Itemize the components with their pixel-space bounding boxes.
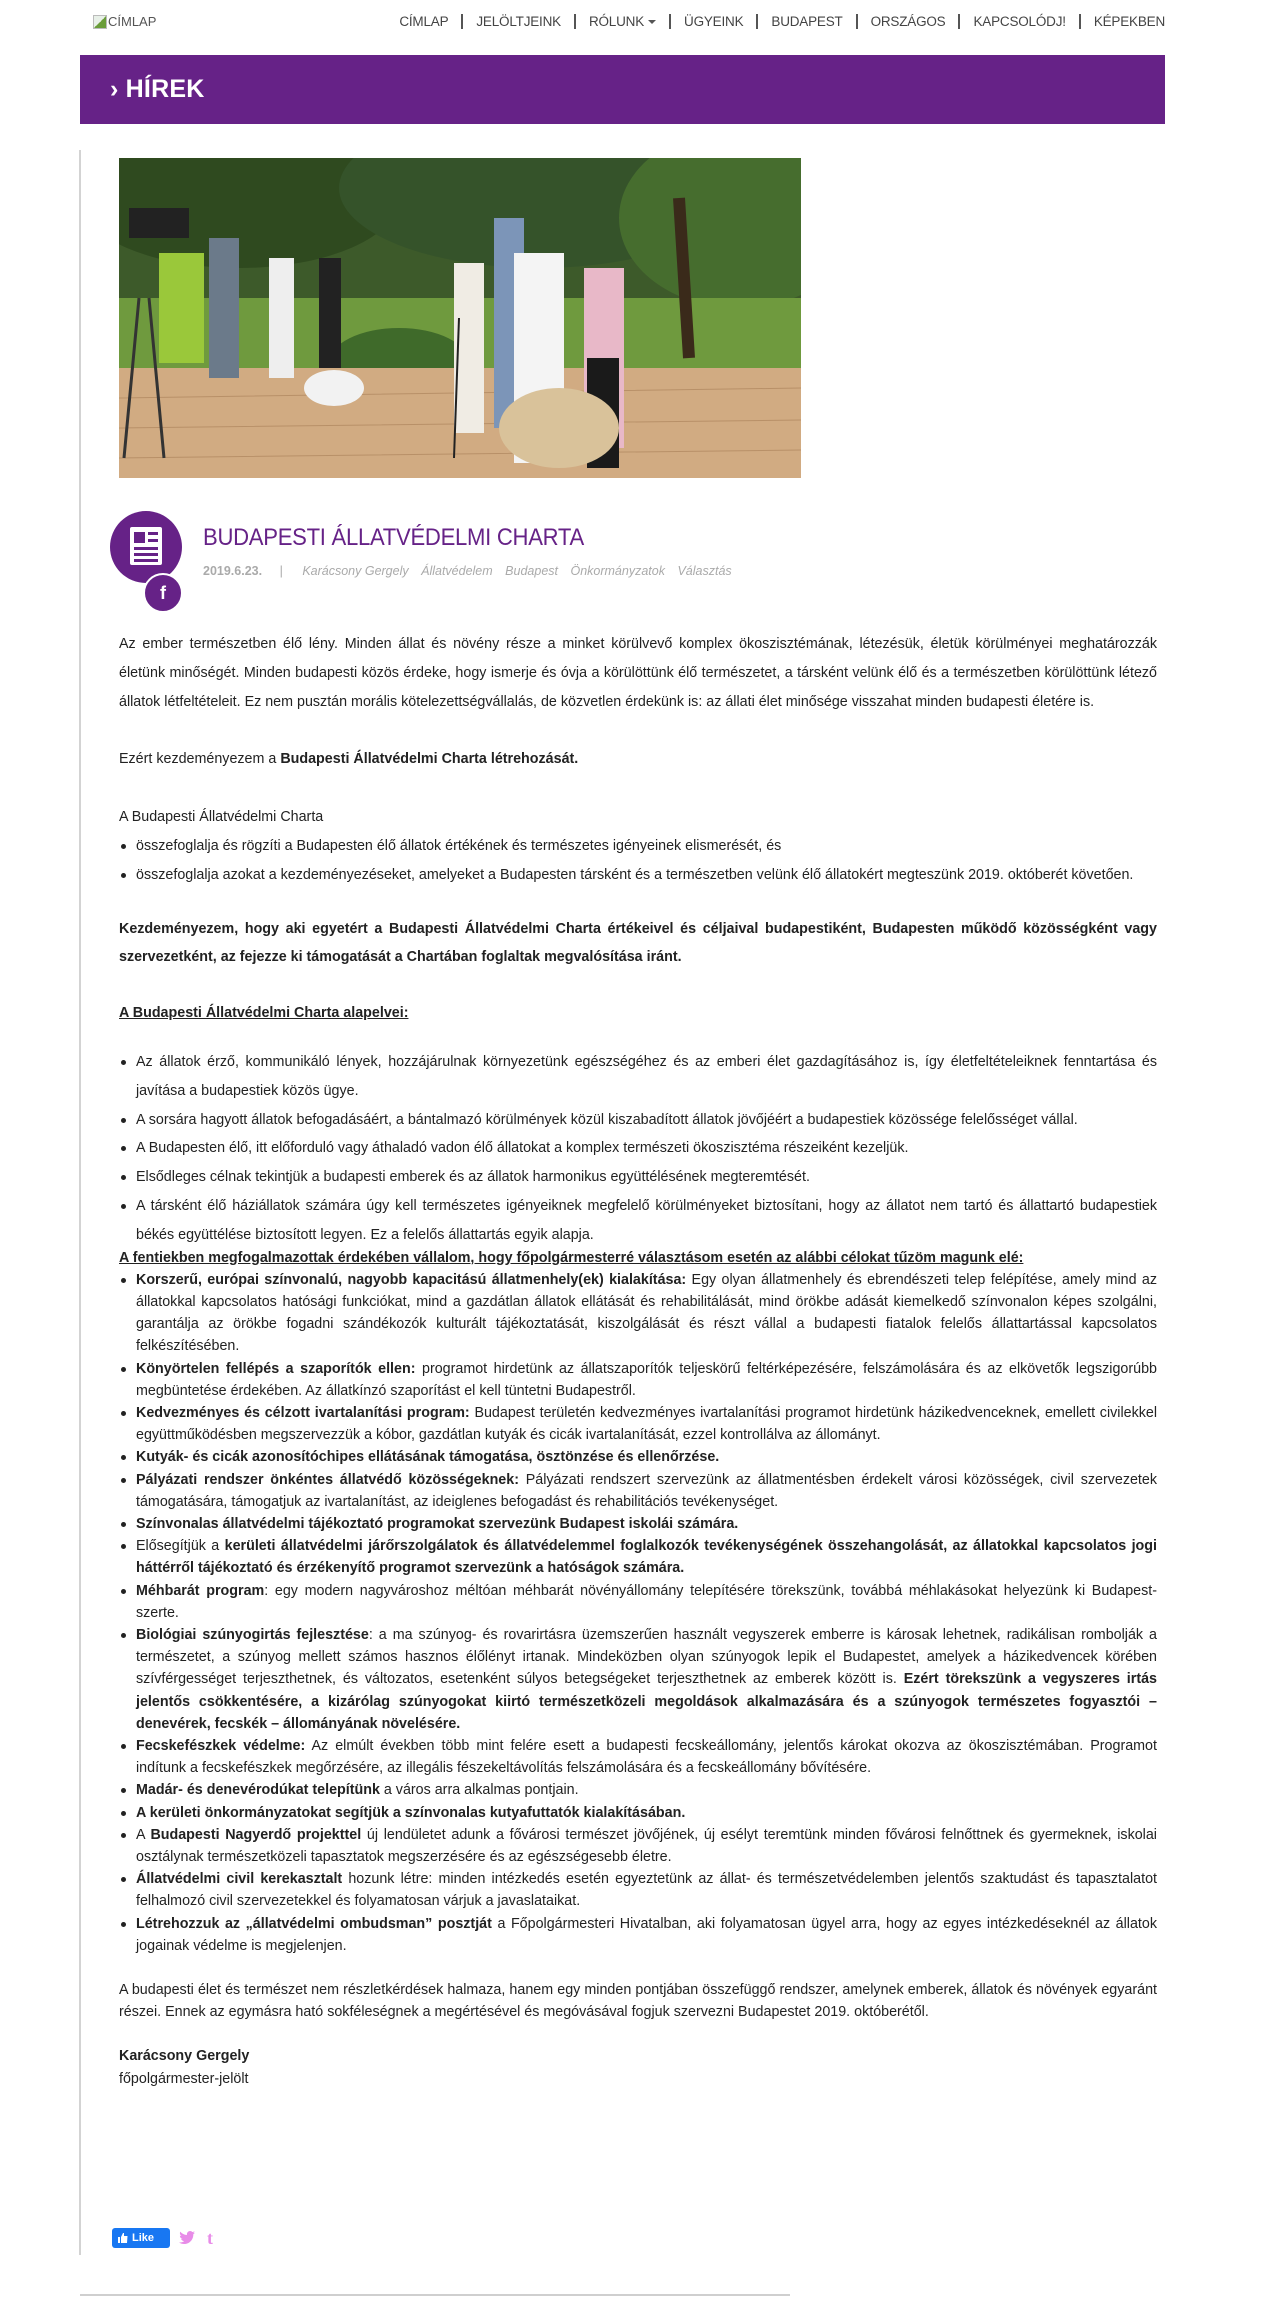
goal-text: : egy modern nagyvároshoz méltóan méhbarát növényállomány telepítésére törekszünk, továbbá méhlakásokat helyezünk ki Budapest-szerte. xyxy=(136,1582,1157,1621)
logo-alt-text: CÍMLAP xyxy=(108,14,157,29)
goal-text: a Főpolgármesteri Hivatalban, aki folyamatosan ügyel arra, hogy az egyes intézkedéseknél az állatok jogainak védelme is megjelenjen. xyxy=(136,1915,1157,1954)
list-item xyxy=(119,1358,1157,1402)
initiative-paragraph xyxy=(119,745,1157,774)
post-meta xyxy=(203,564,741,578)
goal-bold: Madár- és denevérodúkat telepítünk xyxy=(136,1782,380,1799)
goal-text: új lendületet adunk a fővárosi természet jövőjének, új esélyt teremtünk minden fővárosi felnőttnek és gyermeknek, iskolai osztálynak természetközeli tapasztatok megszerzésére és az egészségesebb életre. xyxy=(136,1826,1157,1866)
nav-divider xyxy=(574,14,576,29)
list-item xyxy=(119,1269,1157,1358)
initiative-bold: Budapesti Állatvédelmi Charta létrehozását. xyxy=(280,751,579,768)
post-date: 2019.6.23. xyxy=(203,564,263,578)
goals-heading: A fentiekben megfogalmazottak érdekében vállalom, hogy főpolgármesterré választásom esetén az alábbi célokat tűzöm magunk elé: xyxy=(119,1249,1024,1266)
signature-name: Karácsony Gergely xyxy=(119,2048,250,2065)
list-item: Az állatok érző, kommunikáló lények, hozzájárulnak környezetünk egészségéhez és az emberi élet gazdagításához is, így életfeltételeiknek fenntartása és javítása a budapestiek közös ügye. xyxy=(119,1048,1157,1106)
nav-kapcsolodj[interactable]: KAPCSOLÓDJ! xyxy=(973,14,1066,29)
list-item xyxy=(119,1802,1157,1824)
nav-divider xyxy=(1079,14,1081,29)
social-share-bar xyxy=(112,2228,213,2248)
nav-kepekben[interactable]: KÉPEKBEN xyxy=(1093,14,1165,29)
section-title: › HÍREK xyxy=(110,75,205,103)
nav-rolunk-label: RÓLUNK xyxy=(588,14,645,29)
top-navbar xyxy=(0,0,1273,50)
list-item xyxy=(119,1513,1157,1535)
list-item: összefoglalja azokat a kezdeményezéseket, amelyeket a Budapesten társként és a természetben velünk élő állatokért megteszünk 2019. októberét követően. xyxy=(119,861,1157,890)
goal-bold: Méhbarát program xyxy=(136,1582,265,1599)
tag-link[interactable]: Budapest xyxy=(505,564,558,578)
list-item xyxy=(119,1624,1157,1735)
list-item xyxy=(119,1402,1157,1446)
site-logo[interactable] xyxy=(93,14,156,29)
goal-bold: Kutyák- és cicák azonosítóchipes ellátásának támogatása, ösztönzése és ellenőrzése. xyxy=(136,1449,720,1466)
list-item xyxy=(119,1824,1157,1868)
goal-bold: Ezért törekszünk a vegyszeres irtás jelentős csökkentésére, a kizárólag szúnyogokat kiirtó természetközeli megoldások alkalmazására és a szúnyogok természetes fogyasztói – denevérek, fecskék – állományának növelésére. xyxy=(136,1671,1157,1732)
list-item: A sorsára hagyott állatok befogadásáért, a bántalmazó körülmények közül kiszabadított állatok jövőjéért a budapestiek közössége felelősséget vállal. xyxy=(119,1106,1157,1135)
tag-link[interactable]: Választás xyxy=(677,564,732,578)
charta-intro: A Budapesti Állatvédelmi Charta xyxy=(119,809,324,826)
list-item: A társként élő háziállatok számára úgy kell természetes igényeiknek megfelelő körülményeket biztosítani, hogy az állatot nem tartó és állattartó budapestiek békés együttélése biztosított legyen. Ez a felelős állattartás egyik alapja. xyxy=(119,1192,1157,1250)
list-item xyxy=(119,1446,1157,1468)
main-nav xyxy=(399,14,1165,29)
signature-title: főpolgármester-jelölt xyxy=(119,2070,249,2087)
goal-text: : a ma szúnyog- és rovarirtásra üzemszerűen használt vegyszerek emberre is károsak lehetnek, radikálisan rombolják a természetet, a szúnyog mellett számos hasznos élőlényt irtanak. Mindeközben olyan szúnyogok lepik el Budapestet, amelyek a házikedvencek körében szívférgességet terjeszthetnek, és változatos, esetenként súlyos betegségeket terjeszthetnek az emberek között is. xyxy=(136,1627,1157,1688)
goal-bold: Biológiai szúnyogirtás fejlesztése xyxy=(136,1627,369,1643)
broken-image-icon xyxy=(93,15,107,29)
goal-text: A xyxy=(136,1826,151,1843)
goal-text: programot hirdetünk az állatszaporítók teljeskörű feltérképezésére, felszámolására és az elkövetők legszigorúbb megbüntetése érdekében. Az állatkínzó szaporítást el kell tüntetni Budapestről. xyxy=(136,1360,1157,1399)
call-paragraph: Kezdeményezem, hogy aki egyetért a Budapesti Állatvédelmi Charta értékeivel és céljaival budapestiként, Budapesten működő közösségként vagy szervezetként, az fejezze ki támogatását a Chartában foglaltak megvalósítása iránt. xyxy=(119,920,1157,966)
goal-text: Egy olyan állatmenhely és ebrendészeti telep felépítése, amely mind az állatokkal kapcsolatos hatósági funkciókat, mind a gazdátlan állatok ellátását és rehabilitálását, mind örökbe adását kiemelkedő színvonalon képes szolgálni, garantálja az örökbe fogadni szándékozók kulturált tájékoztatását, kiszolgálását és részt vállal a budapesti fiatalok felelős állattartással kapcsolatos felkészítésében. xyxy=(136,1271,1157,1355)
tag-link[interactable]: Önkormányzatok xyxy=(570,564,665,578)
nav-jeloltjeink[interactable]: JELÖLTJEINK xyxy=(476,14,561,29)
nav-divider xyxy=(461,14,463,29)
principles-heading: A Budapesti Állatvédelmi Charta alapelvei: xyxy=(119,1005,409,1022)
like-label: Like xyxy=(132,2232,155,2244)
initiative-text: Ezért kezdeményezem a xyxy=(119,751,281,768)
list-item xyxy=(119,1779,1157,1801)
list-item: összefoglalja és rögzíti a Budapesten élő állatok értékének és természetes igényeinek elismerését, és xyxy=(119,832,1157,861)
nav-rolunk[interactable] xyxy=(589,14,656,29)
goal-bold: Pályázati rendszer önkéntes állatvédő közösségeknek: xyxy=(136,1471,519,1488)
goal-bold: Kedvezményes és célzott ivartalanítási program: xyxy=(136,1404,470,1421)
list-item xyxy=(119,1735,1157,1779)
list-item xyxy=(119,1913,1157,1957)
tag-link[interactable]: Karácsony Gergely xyxy=(302,564,409,578)
nav-budapest[interactable]: BUDAPEST xyxy=(771,14,843,29)
caret-down-icon xyxy=(648,20,656,24)
goal-bold: Állatvédelmi civil kerekasztalt xyxy=(136,1871,343,1888)
list-item: A Budapesten élő, itt előforduló vagy áthaladó vadon élő állatokat a komplex természeti ökoszisztéma részeiként kezeljük. xyxy=(119,1134,1157,1163)
tag-link[interactable]: Állatvédelem xyxy=(421,564,493,578)
intro-paragraph: Az ember természetben élő lény. Minden állat és növény része a minket körülvevő komplex ökoszisztémának, létezésük, életük körülményei meghatározzák életünk minőségét. Minden budapesti közös érdeke, hogy ismerje és óvja a körülöttünk élő természetet, a társként velünk élő és a természetben körülöttünk létező állatok létfeltételeit. Ez nem pusztán morális kötelezettségvállalás, de közvetlen érdekünk is: az állati élet minősége visszahat minden budapesti életére is. xyxy=(119,636,1157,710)
list-item: Elsődleges célnak tekintjük a budapesti emberek és az állatok harmonikus együttélésének megteremtését. xyxy=(119,1163,1157,1192)
photo-illustration xyxy=(119,158,801,478)
article-body xyxy=(119,630,1157,2090)
nav-ugyeink[interactable]: ÜGYEINK xyxy=(684,14,744,29)
bottom-divider xyxy=(80,2294,790,2296)
nav-divider xyxy=(669,14,671,29)
goal-bold: Létrehozzuk az „állatvédelmi ombudsman” posztját xyxy=(136,1915,492,1932)
goal-bold: Budapesti Nagyerdő projekttel xyxy=(150,1826,362,1843)
left-border-line xyxy=(79,150,81,2255)
article-photo xyxy=(119,158,801,478)
goal-text: Pályázati rendszert szervezünk az állatmentésben érdekelt városi közösségek, civil szervezetek támogatására, támogatjuk az ivartalanítást, az ideiglenes befogadást és rehabilitációs tevékenységet. xyxy=(136,1471,1158,1510)
goal-bold: Korszerű, európai színvonalú, nagyobb kapacitású állatmenhely(ek) kialakítása: xyxy=(136,1271,687,1288)
document-glyph xyxy=(130,527,162,565)
nav-divider xyxy=(958,14,960,29)
goal-bold: Könyörtelen fellépés a szaporítók ellen: xyxy=(136,1360,416,1377)
goal-text: Budapest területén kedvezményes ivartalanítási programot hirdetünk házikedvenceknek, emellett civilekkel együttműködésben megszervezzük a kóbor, gazdátlan kutyák és cicák ivartalanítását, ezzel kontrollálva az állományt. xyxy=(136,1404,1157,1444)
section-banner xyxy=(80,55,1165,124)
goal-bold: kerületi állatvédelmi járőrszolgálatok és állatvédelemmel foglalkozók tevékenységének összehangolását, az állatokkal kapcsolatos jogi háttérről tájékoztató és érzékenyítő programot szervezünk a hatóságok számára. xyxy=(136,1538,1157,1577)
thumbs-up-icon xyxy=(118,2233,128,2243)
nav-divider xyxy=(756,14,758,29)
goal-bold: Színvonalas állatvédelmi tájékoztató programokat szervezünk Budapest iskolái számára. xyxy=(136,1515,739,1532)
list-item xyxy=(119,1535,1157,1579)
nav-orszagos[interactable]: ORSZÁGOS xyxy=(870,14,946,29)
goals-list xyxy=(119,1269,1157,1957)
facebook-like-button[interactable] xyxy=(112,2228,170,2248)
facebook-icon: f xyxy=(160,583,166,603)
goal-text: a város arra alkalmas pontjain. xyxy=(379,1782,579,1799)
closing-paragraph: A budapesti élet és természet nem részletkérdések halmaza, hanem egy minden pontjában összefüggő rendszer, amelynek emberek, állatok és növények egyaránt részei. Ennek az egymásra ható sokféleségnek a megértésével és megóvásával fogjuk szervezni Budapestet 2019. októberétől. xyxy=(119,1982,1157,2021)
principles-list xyxy=(119,1048,1157,1250)
meta-separator: | xyxy=(279,564,283,578)
facebook-share-button[interactable] xyxy=(143,573,183,613)
goal-text: Az elmúlt években több mint felére esett a budapesti fecskeállomány, jelentős károkat okozva az ökoszisztémában. Programot indítunk a fecskefészkek megőrzésére, az illegális fészekeltávolítás felszámolására és a fecskeállomány bővítésére. xyxy=(136,1738,1157,1777)
goal-text: Elősegítjük a xyxy=(136,1538,225,1555)
nav-divider xyxy=(856,14,858,29)
twitter-icon[interactable] xyxy=(179,2231,195,2245)
goal-bold: Fecskefészkek védelme: xyxy=(136,1738,306,1755)
list-item xyxy=(119,1580,1157,1624)
list-item xyxy=(119,1868,1157,1912)
charta-points xyxy=(119,832,1157,890)
goal-bold: A kerületi önkormányzatokat segítjük a színvonalas kutyafuttatók kialakításában. xyxy=(136,1804,686,1821)
newspaper-icon xyxy=(110,511,182,583)
goal-text: hozunk létre: minden intézkedés esetén egyeztetünk az állat- és természetvédelemben jelentős szaktudást és tapasztalatot felhalmozó civil szervezetekkel és folyamatosan várjuk a javaslataikat. xyxy=(136,1871,1157,1910)
post-title: BUDAPESTI ÁLLATVÉDELMI CHARTA xyxy=(203,524,584,551)
tumblr-icon[interactable]: t xyxy=(207,2228,213,2248)
nav-cimlap[interactable]: CÍMLAP xyxy=(399,14,449,29)
list-item xyxy=(119,1469,1157,1513)
